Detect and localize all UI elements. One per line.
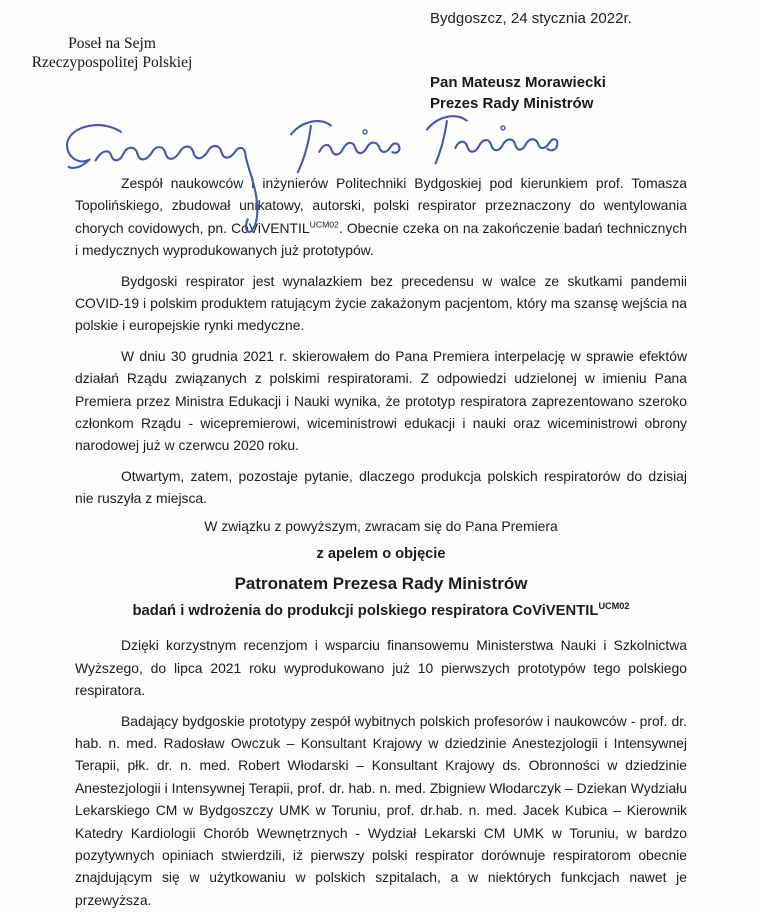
recipient-title: Prezes Rady Ministrów — [430, 95, 594, 112]
date-line: Bydgoszcz, 24 stycznia 2022r. — [430, 10, 632, 27]
paragraph-invention-significance: Bydgoski respirator jest wynalazkiem bez precedensu w walce ze skutkami pandemii COVID-19 i polskim produktem ratującym życie zakażonym pacjentom, który ma szansę wejścia na polskie i europejskie rynki medyczne. — [75, 272, 687, 334]
appeal-line: z apelem o objęcie — [316, 546, 446, 563]
patronage-subtitle — [75, 600, 687, 622]
paragraph-experts-opinion: Badający bydgoskie prototypy zespół wybitnych polskich profesorów i naukowców - prof. dr. hab. n. med. Radosław Owczuk – Konsultant Krajowy w dziedzinie Anestezjologii i Intensywnej Terapii, płk. dr. n. med. Robert Włodarski – Konsultant Krajowy ds. Obronności w dziedzinie Anestezjologii i Intensywnej Terapii, prof. dr. hab. n. med. Zbigniew Włodarczyk – Dziekan Wydziału Lekarskiego CM w Bydgoszczy UMK w Toruniu, prof. dr.hab. n. med. Jacek Kubica – Kierownik Katedry Kardiologii Chorób Wewnętrznych - Wydział Lekarski CM UMK w Toruniu, w bardzo pozytywnych opiniach stwierdzili, iż pierwszy polski respirator dorównuje respiratorom obecnie znajdującym się w użytkowaniu w polskich szpitalach, a w niektórych funkcjach nawet je przewyższa. — [75, 712, 687, 908]
paragraph-1-text: Zespół naukowców i inżynierów Politechniki Bydgoskiej pod kierunkiem prof. Tomasza Topolińskiego, zbudował unikatowy, autorski, polski respirator przeznaczony do wentylowania chorych covidowych, pn. CoViVENTIL — [75, 175, 687, 236]
sender-title: Poseł na Sejm — [68, 35, 156, 52]
paragraph-respirator-intro — [75, 172, 687, 262]
sender-subtitle: Rzeczypospolitej Polskiej — [31, 54, 193, 71]
respirator-model-superscript: UCM02 — [309, 219, 339, 230]
paragraph-open-question: Otwartym, zatem, pozostaje pytanie, dlaczego produkcja polskich respiratorów do dzisiaj nie ruszyła z miejsca. — [75, 467, 687, 507]
respirator-model-superscript-2: UCM02 — [598, 600, 630, 611]
paragraph-interpellation: W dniu 30 grudnia 2021 r. skierowałem do Pana Premiera interpelację w sprawie efektów działań Rządu związanych z polskimi respiratorami. Z odpowiedzi udzielonej w imieniu Pana Premiera przez Ministra Edukacji i Nauki wynika, że prototyp respiratora zaprezentowano szeroko członkom Rządu - wicepremierowi, wiceministrowi edukacji i nauki oraz wiceministrowi obrony narodowej już w czerwcu 2020 roku. — [75, 347, 687, 454]
letter-body — [75, 172, 687, 913]
patronage-subtitle-text: badań i wdrożenia do produkcji polskiego respiratora CoViVENTIL — [132, 602, 599, 619]
paragraph-1-text-cont: . Obecnie czeka on na zakończenie badań technicznych i medycznych wyprodukowanych już prototypów. — [75, 219, 688, 259]
sender-letterhead — [16, 34, 208, 72]
recipient-block — [430, 72, 606, 114]
paragraph-prototypes-funding: Dzięki korzystnym recenzjom i wsparciu finansowemu Ministerstwa Nauki i Szkolnictwa Wyższego, do lipca 2021 roku wyprodukowano już 10 pierwszych prototypów tego polskiego respiratora. — [75, 637, 687, 699]
transition-line: W związku z powyższym, zwracam się do Pana Premiera — [204, 517, 558, 534]
recipient-name: Pan Mateusz Morawiecki — [430, 74, 606, 91]
patronage-title: Patronatem Prezesa Rady Ministrów — [234, 573, 528, 593]
